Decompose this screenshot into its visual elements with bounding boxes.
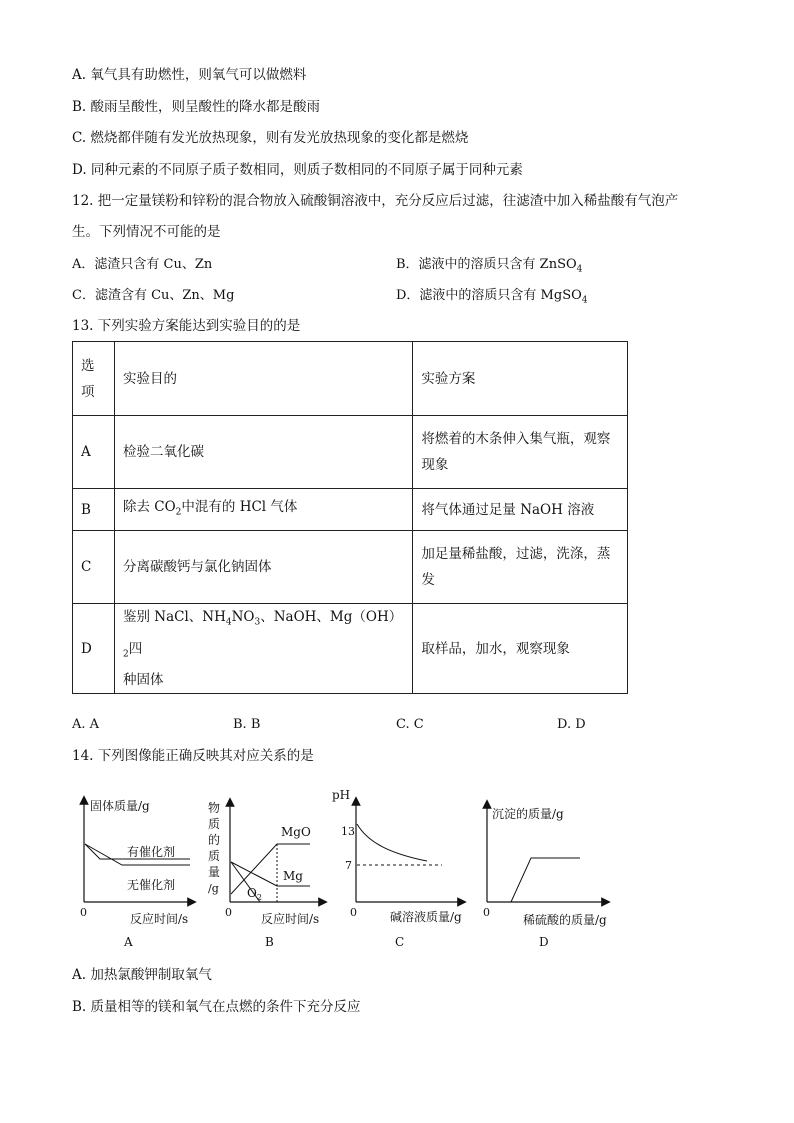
- tick-7: 7: [345, 859, 352, 872]
- label-with-catalyst: 有催化剂: [127, 845, 176, 859]
- q11-option-b: B. 酸雨呈酸性，则呈酸性的降水都是酸雨: [72, 99, 321, 115]
- graph-c-xlabel: 碱溶液质量/g: [390, 910, 462, 924]
- q12-option-d: D．滤液中的溶质只含有 MgSO$_4$: [396, 288, 588, 306]
- q13-answer-b: B. B: [233, 717, 261, 732]
- ph-curve: [357, 824, 427, 861]
- q11-option-c: C. 燃烧都伴随有发光放热现象，则有发光放热现象的变化都是燃烧: [72, 130, 469, 146]
- q12-stem-line1: 12. 把一定量镁粉和锌粉的混合物放入硫酸铜溶液中，充分反应后过滤，往滤渣中加入稀盐酸有气泡产: [72, 193, 679, 209]
- table-row: [73, 604, 628, 694]
- graph-b-xlabel: 反应时间/s: [261, 912, 320, 926]
- table-row: [73, 531, 628, 604]
- graph-b-origin: 0: [225, 906, 232, 919]
- row-purpose: 除去 $CO_2$中混有的 HCl 气体: [114, 489, 412, 531]
- graph-b-ylabel-3: 的: [208, 833, 221, 847]
- q11-option-a: A. 氧气具有助燃性，则氧气可以做燃料: [72, 67, 307, 83]
- row-plan: 将燃着的木条伸入集气瓶，观察 现象: [413, 416, 628, 489]
- q12-option-c: C．滤渣含有 Cu、Zn、Mg: [72, 288, 235, 303]
- precipitate-line: [511, 858, 580, 902]
- table-row: [73, 416, 628, 489]
- row-option: C: [73, 531, 115, 604]
- q14-option-a: A. 加热氯酸钾制取氧气: [72, 967, 212, 983]
- row-purpose: 分离碳酸钙与氯化钠固体: [114, 531, 412, 604]
- header-option: 选 项: [73, 342, 115, 416]
- graph-a-origin: 0: [80, 906, 87, 919]
- header-purpose: 实验目的: [114, 342, 412, 416]
- label-without-catalyst: 无催化剂: [127, 878, 176, 892]
- graph-a-ylabel: 固体质量/g: [90, 799, 150, 813]
- graph-c-ylabel: pH: [332, 788, 351, 802]
- q14-option-b: B. 质量相等的镁和氧气在点燃的条件下充分反应: [72, 999, 361, 1015]
- row-option: A: [73, 416, 115, 489]
- table-header-row: [73, 342, 628, 416]
- graph-b-ylabel-5: 量: [208, 865, 221, 879]
- q11-option-d: D. 同种元素的不同原子质子数相同，则质子数相同的不同原子属于同种元素: [72, 162, 523, 178]
- row-purpose: 鉴别 NaCl、$NH_4NO_3$、NaOH、$Mg(OH)_2$四 种固体: [114, 604, 412, 694]
- row-plan: 将气体通过足量 NaOH 溶液: [413, 489, 628, 531]
- graph-b-ylabel-4: 质: [208, 849, 221, 863]
- graph-d-origin: 0: [483, 906, 490, 919]
- header-plan: 实验方案: [413, 342, 628, 416]
- label-o2: $O_2$: [247, 886, 262, 902]
- row-option: D: [73, 604, 115, 694]
- q12-option-b: B．滤液中的溶质只含有 ZnSO$_4$: [396, 257, 583, 275]
- q13-answer-d: D. D: [557, 717, 586, 732]
- row-option: B: [73, 489, 115, 531]
- row-plan: 取样品，加水，观察现象: [413, 604, 628, 694]
- graph-b-ylabel-2: 质: [208, 817, 221, 831]
- graph-b: [203, 790, 328, 950]
- graph-d: [478, 798, 623, 950]
- label-mgo: MgO: [281, 825, 311, 839]
- graph-a: [72, 790, 197, 950]
- q13-answer-a: A. A: [72, 717, 100, 732]
- table-row: [73, 489, 628, 531]
- tick-13: 13: [341, 825, 355, 838]
- graph-b-caption: B: [265, 935, 274, 949]
- q13-answer-c: C. C: [396, 717, 424, 732]
- row-purpose: 检验二氧化碳: [114, 416, 412, 489]
- q12-option-a: A．滤渣只含有 Cu、Zn: [72, 257, 213, 272]
- graph-a-caption: A: [124, 935, 133, 949]
- q12-stem-line2: 生。下列情况不可能的是: [72, 224, 221, 240]
- graph-c-origin: 0: [350, 906, 357, 919]
- experiment-table: [72, 341, 628, 694]
- graph-d-xlabel: 稀硫酸的质量/g: [523, 913, 607, 927]
- graph-c: [332, 783, 480, 950]
- graph-d-caption: D: [539, 935, 549, 949]
- graph-d-ylabel: 沉淀的质量/g: [492, 807, 564, 821]
- graph-b-ylabel-6: /g: [208, 882, 219, 895]
- graph-a-xlabel: 反应时间/s: [130, 912, 189, 926]
- graph-c-caption: C: [395, 935, 405, 949]
- row-plan: 加足量稀盐酸，过滤，洗涤，蒸 发: [413, 531, 628, 604]
- q13-stem: 13. 下列实验方案能达到实验目的的是: [72, 318, 301, 334]
- q14-stem: 14. 下列图像能正确反映其对应关系的是: [72, 748, 314, 764]
- label-mg: Mg: [283, 869, 303, 883]
- graph-b-ylabel-1: 物: [208, 801, 221, 815]
